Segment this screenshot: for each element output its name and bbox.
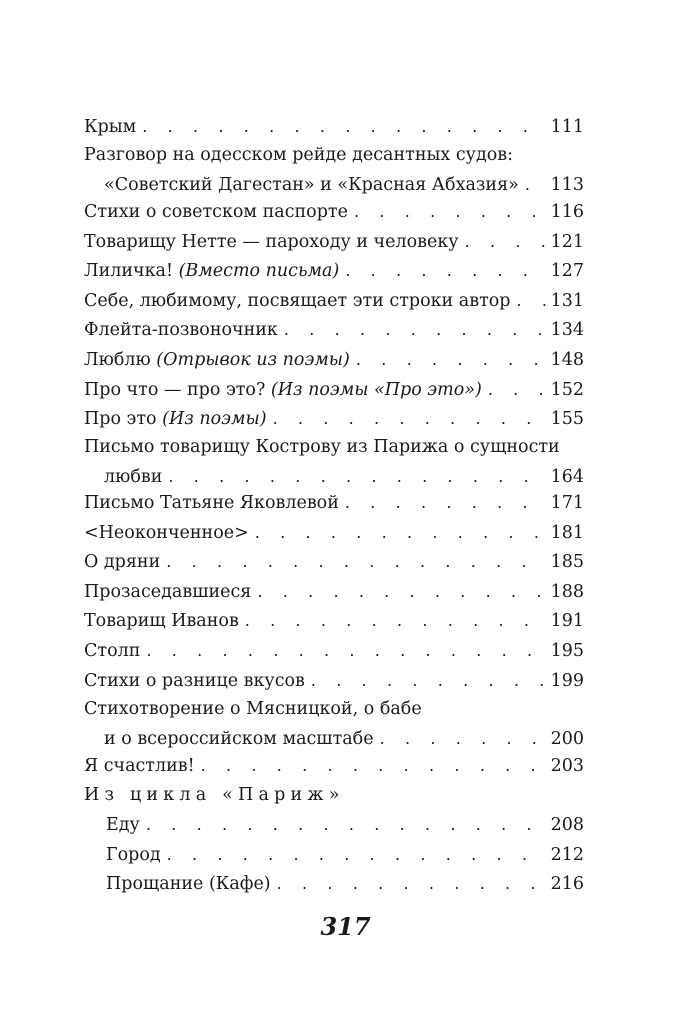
page-number: 208 [550, 815, 584, 835]
toc-entry [84, 666, 584, 695]
dot-leader [245, 606, 547, 635]
entry-title-continuation: любви [104, 467, 163, 487]
entry-title: Про что — про это? (Из поэмы «Про это») [84, 380, 482, 400]
page-number: 195 [550, 641, 584, 661]
entry-title: Товарищ Иванов [84, 611, 239, 631]
entry-title-continuation: «Советский Дагестан» и «Красная Абхазия» [104, 175, 519, 195]
page-number: 171 [550, 493, 584, 513]
entry-title: Себе, любимому, посвящает эти строки автор [84, 291, 511, 311]
toc-entry [84, 577, 584, 606]
page-number: 216 [550, 874, 584, 894]
toc-entry [84, 141, 584, 199]
toc-entry [84, 227, 584, 256]
page-number: 181 [550, 523, 584, 543]
section-title: Из цикла «Париж» [84, 785, 345, 805]
page-number: 134 [550, 320, 584, 340]
toc-entry [84, 636, 584, 665]
page-number: 121 [550, 232, 584, 252]
page-number: 113 [550, 175, 584, 195]
toc-entry [84, 286, 584, 315]
dot-leader [284, 315, 547, 344]
page-number: 191 [550, 611, 584, 631]
dot-leader [255, 518, 547, 547]
entry-title: Стихотворение о Мясницкой, о бабе [84, 699, 422, 719]
toc-entry [84, 404, 584, 433]
dot-leader [354, 197, 547, 226]
entry-title: Лиличка! (Вместо письма) [84, 261, 340, 281]
toc-entry [84, 547, 584, 576]
entry-title: Еду [106, 815, 140, 835]
dot-leader [488, 375, 547, 404]
page-number: 200 [550, 729, 584, 749]
entry-note: (Вместо письма) [178, 261, 340, 281]
entry-title: Разговор на одесском рейде десантных судов: [84, 145, 513, 165]
dot-leader [465, 227, 547, 256]
toc-entry [84, 256, 584, 285]
dot-leader [167, 840, 547, 869]
page-number: 131 [550, 291, 584, 311]
toc-entry [84, 375, 584, 404]
toc-entry [84, 518, 584, 547]
entry-title: Товарищу Нетте — пароходу и человеку [84, 232, 459, 252]
dot-leader [168, 462, 546, 491]
entry-title: Я счастлив! [84, 756, 195, 776]
toc-entry [84, 488, 584, 517]
toc-entry [84, 345, 584, 374]
page-folio-number: 317 [320, 912, 371, 941]
entry-note: (Из поэмы «Про это») [270, 380, 482, 400]
entry-title: Стихи о советском паспорте [84, 202, 348, 222]
dot-leader [311, 666, 547, 695]
entry-title: <Неоконченное> [84, 523, 249, 543]
entry-title: Прозаседавшиеся [84, 582, 252, 602]
dot-leader [356, 345, 547, 374]
toc-entry [84, 751, 584, 780]
page-number: 164 [550, 467, 584, 487]
page-number: 212 [550, 845, 584, 865]
entry-title: Крым [84, 117, 137, 137]
entry-title: Столп [84, 641, 141, 661]
entry-title-continuation: и о всероссийском масштабе [104, 729, 374, 749]
entry-note: (Отрывок из поэмы) [156, 350, 350, 370]
entry-title: Про это (Из поэмы) [84, 409, 267, 429]
page-number: 127 [550, 261, 584, 281]
toc-entry [84, 606, 584, 635]
entry-title: Прощание (Кафе) [106, 874, 271, 894]
page-number: 185 [550, 552, 584, 572]
toc-entry [84, 197, 584, 226]
dot-leader [345, 488, 547, 517]
entry-title: Город [106, 845, 161, 865]
entry-title: О дряни [84, 552, 161, 572]
dot-leader [273, 404, 547, 433]
dot-leader [517, 286, 547, 315]
page-number: 155 [550, 409, 584, 429]
toc-entry [84, 695, 584, 753]
toc-entry [84, 315, 584, 344]
toc-section-heading [84, 781, 584, 810]
dot-leader [380, 724, 547, 753]
page-number: 199 [550, 671, 584, 691]
toc-entry [84, 810, 584, 839]
toc-entry [84, 433, 584, 491]
page-number: 203 [550, 756, 584, 776]
toc-entry [84, 112, 584, 141]
page-number: 116 [550, 202, 584, 222]
entry-title: Стихи о разнице вкусов [84, 671, 305, 691]
dot-leader [146, 810, 547, 839]
dot-leader [525, 170, 547, 199]
entry-title: Письмо Татьяне Яковлевой [84, 493, 339, 513]
dot-leader [277, 869, 547, 898]
dot-leader [142, 112, 546, 141]
dot-leader [257, 577, 546, 606]
entry-title: Люблю (Отрывок из поэмы) [84, 350, 350, 370]
toc-entry [84, 840, 584, 869]
entry-note: (Из поэмы) [162, 409, 267, 429]
page-number: 148 [550, 350, 584, 370]
entry-title: Флейта-позвоночник [84, 320, 278, 340]
page-number: 111 [550, 117, 584, 137]
dot-leader [201, 751, 547, 780]
entry-title: Письмо товарищу Кострову из Парижа о сущности [84, 437, 560, 457]
dot-leader [345, 256, 546, 285]
toc-entry [84, 869, 584, 898]
dot-leader [146, 636, 546, 665]
page-number: 188 [550, 582, 584, 602]
page-number: 152 [550, 380, 584, 400]
dot-leader [166, 547, 546, 576]
